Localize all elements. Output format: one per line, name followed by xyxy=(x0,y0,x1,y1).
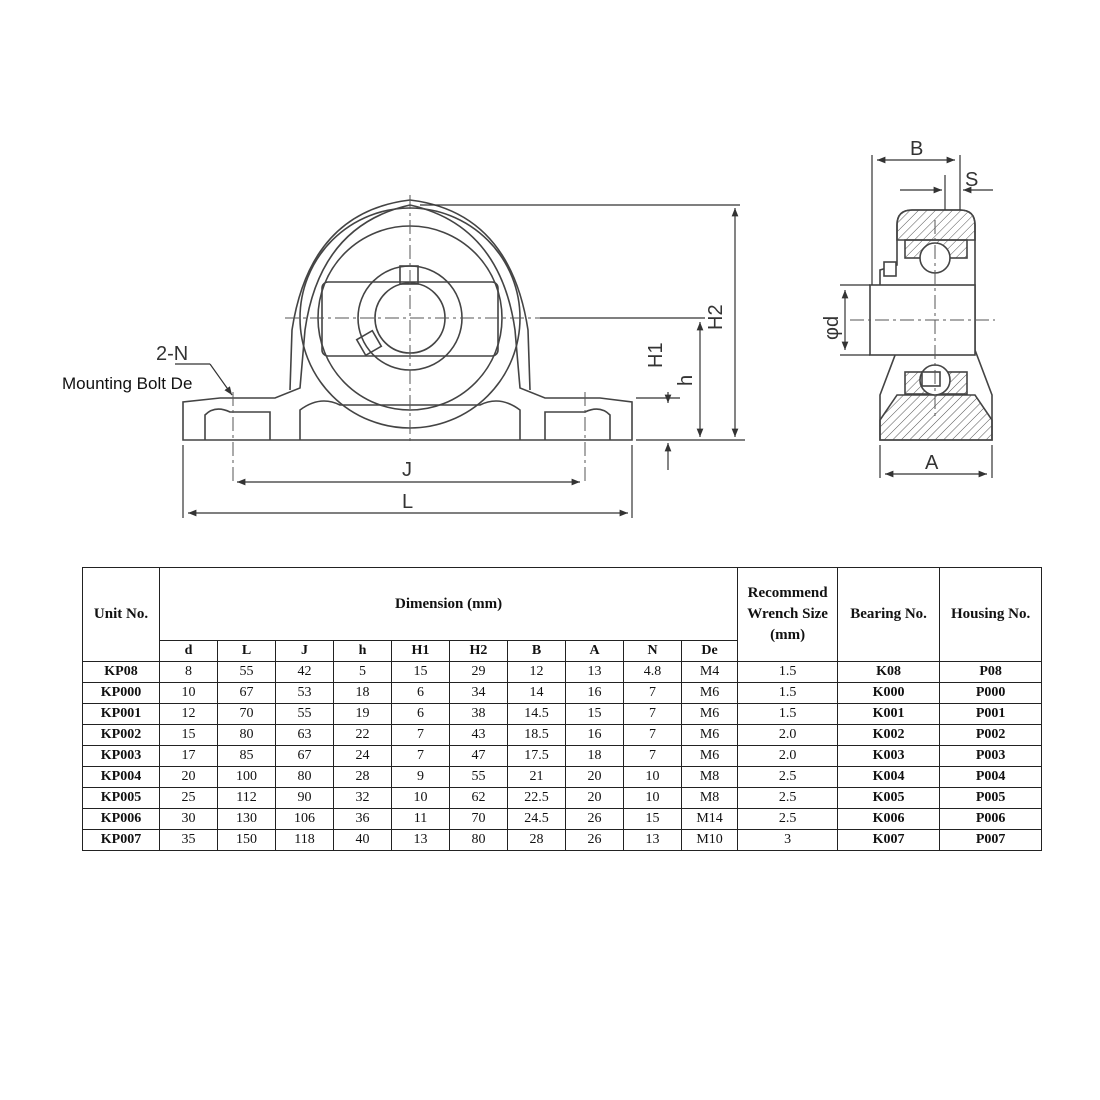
cell-h1: 7 xyxy=(392,746,450,767)
label-h2: H2 xyxy=(705,304,727,330)
col-header-a: A xyxy=(566,641,624,662)
cell-h1: 11 xyxy=(392,809,450,830)
cell-h2: 47 xyxy=(450,746,508,767)
label-b: B xyxy=(910,138,924,160)
cell-b: 28 xyxy=(508,830,566,851)
table-row xyxy=(83,704,1042,725)
cell-unit: KP08 xyxy=(83,662,160,683)
cell-h1: 6 xyxy=(392,704,450,725)
col-header-de: De xyxy=(682,641,738,662)
cell-j: 106 xyxy=(276,809,334,830)
cell-housing: P002 xyxy=(940,725,1042,746)
cell-bearing: K003 xyxy=(838,746,940,767)
cell-bearing: K004 xyxy=(838,767,940,788)
cell-a: 26 xyxy=(566,809,624,830)
cell-l: 80 xyxy=(218,725,276,746)
col-header-h1: H1 xyxy=(392,641,450,662)
cell-de: M6 xyxy=(682,746,738,767)
cell-d: 17 xyxy=(160,746,218,767)
cell-unit: KP003 xyxy=(83,746,160,767)
cell-a: 16 xyxy=(566,725,624,746)
cell-a: 20 xyxy=(566,788,624,809)
cell-housing: P08 xyxy=(940,662,1042,683)
cell-l: 70 xyxy=(218,704,276,725)
label-h: h xyxy=(675,374,697,386)
cell-bearing: K007 xyxy=(838,830,940,851)
cell-de: M6 xyxy=(682,704,738,725)
cell-wrench: 3 xyxy=(738,830,838,851)
cell-d: 35 xyxy=(160,830,218,851)
cell-d: 12 xyxy=(160,704,218,725)
cell-de: M8 xyxy=(682,788,738,809)
cell-housing: P005 xyxy=(940,788,1042,809)
cell-b: 17.5 xyxy=(508,746,566,767)
cell-h: 19 xyxy=(334,704,392,725)
cell-n: 10 xyxy=(624,767,682,788)
cell-n: 7 xyxy=(624,746,682,767)
cell-bearing: K000 xyxy=(838,683,940,704)
cell-h: 36 xyxy=(334,809,392,830)
cell-j: 67 xyxy=(276,746,334,767)
cell-a: 18 xyxy=(566,746,624,767)
cell-housing: P004 xyxy=(940,767,1042,788)
cell-a: 15 xyxy=(566,704,624,725)
cell-unit: KP001 xyxy=(83,704,160,725)
cell-housing: P007 xyxy=(940,830,1042,851)
cell-j: 118 xyxy=(276,830,334,851)
cell-b: 12 xyxy=(508,662,566,683)
cell-h2: 70 xyxy=(450,809,508,830)
cell-de: M4 xyxy=(682,662,738,683)
table-row xyxy=(83,683,1042,704)
cell-b: 24.5 xyxy=(508,809,566,830)
col-header-l: L xyxy=(218,641,276,662)
cell-a: 20 xyxy=(566,767,624,788)
cell-h: 28 xyxy=(334,767,392,788)
cell-wrench: 1.5 xyxy=(738,704,838,725)
cell-wrench: 2.0 xyxy=(738,725,838,746)
cell-b: 18.5 xyxy=(508,725,566,746)
cell-wrench: 1.5 xyxy=(738,683,838,704)
cell-d: 25 xyxy=(160,788,218,809)
cell-h2: 80 xyxy=(450,830,508,851)
cell-b: 21 xyxy=(508,767,566,788)
bearing-header: Bearing No. xyxy=(838,568,940,662)
cell-n: 7 xyxy=(624,683,682,704)
label-a: A xyxy=(925,452,939,474)
cell-wrench: 1.5 xyxy=(738,662,838,683)
cell-h: 24 xyxy=(334,746,392,767)
cell-housing: P003 xyxy=(940,746,1042,767)
cell-b: 14.5 xyxy=(508,704,566,725)
cell-l: 100 xyxy=(218,767,276,788)
cell-h: 5 xyxy=(334,662,392,683)
cell-a: 16 xyxy=(566,683,624,704)
table-row xyxy=(83,662,1042,683)
side-view xyxy=(870,210,992,440)
cell-unit: KP002 xyxy=(83,725,160,746)
table-row xyxy=(83,725,1042,746)
cell-b: 14 xyxy=(508,683,566,704)
label-2-n: 2-N xyxy=(156,343,189,365)
cell-unit: KP005 xyxy=(83,788,160,809)
cell-h: 32 xyxy=(334,788,392,809)
cell-j: 63 xyxy=(276,725,334,746)
cell-d: 30 xyxy=(160,809,218,830)
front-view xyxy=(183,200,632,440)
col-header-j: J xyxy=(276,641,334,662)
cell-de: M6 xyxy=(682,725,738,746)
table-row xyxy=(83,788,1042,809)
cell-a: 13 xyxy=(566,662,624,683)
cell-h1: 7 xyxy=(392,725,450,746)
cell-bearing: K006 xyxy=(838,809,940,830)
cell-h: 22 xyxy=(334,725,392,746)
cell-d: 20 xyxy=(160,767,218,788)
col-header-b: B xyxy=(508,641,566,662)
cell-wrench: 2.5 xyxy=(738,788,838,809)
cell-h2: 62 xyxy=(450,788,508,809)
col-header-h: h xyxy=(334,641,392,662)
label-j: J xyxy=(402,459,412,481)
cell-j: 90 xyxy=(276,788,334,809)
cell-l: 55 xyxy=(218,662,276,683)
cell-unit: KP000 xyxy=(83,683,160,704)
cell-n: 10 xyxy=(624,788,682,809)
cell-n: 15 xyxy=(624,809,682,830)
cell-n: 4.8 xyxy=(624,662,682,683)
cell-h1: 10 xyxy=(392,788,450,809)
col-header-n: N xyxy=(624,641,682,662)
table-row xyxy=(83,830,1042,851)
cell-wrench: 2.0 xyxy=(738,746,838,767)
cell-unit: KP006 xyxy=(83,809,160,830)
cell-bearing: K08 xyxy=(838,662,940,683)
cell-n: 7 xyxy=(624,725,682,746)
wrench-header: Recommend Wrench Size (mm) xyxy=(738,568,838,662)
cell-d: 15 xyxy=(160,725,218,746)
label-mounting-bolt: Mounting Bolt De xyxy=(62,374,193,393)
cell-wrench: 2.5 xyxy=(738,767,838,788)
label-s: S xyxy=(965,169,979,191)
dimension-header: Dimension (mm) xyxy=(160,568,738,641)
cell-l: 150 xyxy=(218,830,276,851)
cell-j: 53 xyxy=(276,683,334,704)
cell-bearing: K005 xyxy=(838,788,940,809)
cell-bearing: K002 xyxy=(838,725,940,746)
cell-n: 7 xyxy=(624,704,682,725)
cell-de: M14 xyxy=(682,809,738,830)
table-row xyxy=(83,746,1042,767)
cell-unit: KP004 xyxy=(83,767,160,788)
col-header-d: d xyxy=(160,641,218,662)
dimension-table xyxy=(82,567,1042,851)
cell-h2: 38 xyxy=(450,704,508,725)
cell-de: M8 xyxy=(682,767,738,788)
cell-de: M10 xyxy=(682,830,738,851)
cell-h2: 43 xyxy=(450,725,508,746)
cell-l: 67 xyxy=(218,683,276,704)
housing-header: Housing No. xyxy=(940,568,1042,662)
cell-bearing: K001 xyxy=(838,704,940,725)
table-row xyxy=(83,809,1042,830)
cell-h: 18 xyxy=(334,683,392,704)
cell-j: 55 xyxy=(276,704,334,725)
col-header-h2: H2 xyxy=(450,641,508,662)
label-l: L xyxy=(402,491,414,513)
cell-d: 8 xyxy=(160,662,218,683)
cell-h2: 29 xyxy=(450,662,508,683)
table-row xyxy=(83,767,1042,788)
cell-a: 26 xyxy=(566,830,624,851)
cell-l: 112 xyxy=(218,788,276,809)
cell-l: 130 xyxy=(218,809,276,830)
unit-header: Unit No. xyxy=(83,568,160,662)
cell-n: 13 xyxy=(624,830,682,851)
label-h1: H1 xyxy=(645,342,667,368)
cell-de: M6 xyxy=(682,683,738,704)
cell-j: 80 xyxy=(276,767,334,788)
cell-h1: 15 xyxy=(392,662,450,683)
cell-h: 40 xyxy=(334,830,392,851)
cell-housing: P001 xyxy=(940,704,1042,725)
label-d: φd xyxy=(821,315,843,340)
cell-b: 22.5 xyxy=(508,788,566,809)
cell-h2: 34 xyxy=(450,683,508,704)
cell-h1: 6 xyxy=(392,683,450,704)
cell-housing: P000 xyxy=(940,683,1042,704)
cell-h2: 55 xyxy=(450,767,508,788)
cell-h1: 9 xyxy=(392,767,450,788)
cell-h1: 13 xyxy=(392,830,450,851)
cell-j: 42 xyxy=(276,662,334,683)
cell-unit: KP007 xyxy=(83,830,160,851)
cell-wrench: 2.5 xyxy=(738,809,838,830)
cell-l: 85 xyxy=(218,746,276,767)
cell-d: 10 xyxy=(160,683,218,704)
cell-housing: P006 xyxy=(940,809,1042,830)
